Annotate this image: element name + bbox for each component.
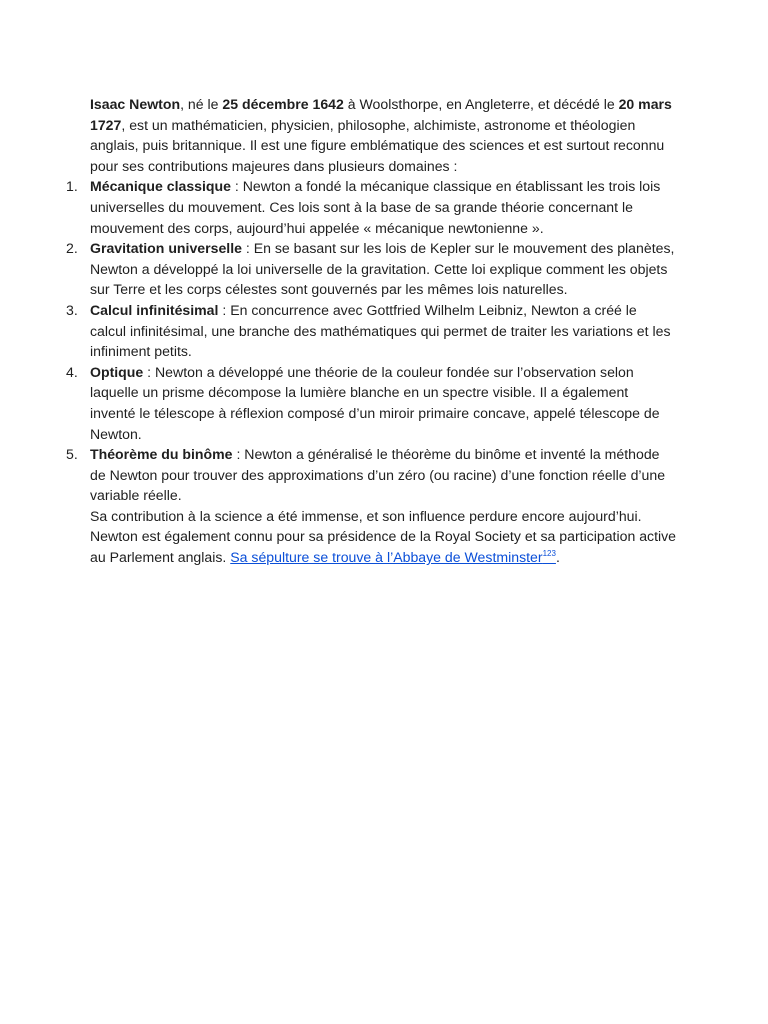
footnote-refs: 123 [542, 549, 556, 559]
item-title: Optique [90, 363, 144, 380]
westminster-link[interactable] [230, 549, 556, 565]
intro-text-2: à Woolsthorpe, en Angleterre, et décédé le [343, 96, 619, 112]
list-item [66, 362, 676, 444]
item-text: : En concurrence avec Gottfried Wilhelm Leibniz, Newton a créé le calcul infinitésimal, une branche des mathématiques qui permet de traiter les variations et les infiniment petits. [90, 301, 671, 360]
name-bold: Isaac Newton [90, 96, 181, 112]
list-item [66, 444, 676, 506]
list-number: 2. [66, 240, 78, 257]
item-title: Gravitation universelle [90, 240, 242, 257]
birth-date-bold: 25 décembre 1642 [222, 96, 344, 112]
death-date-bold: 20 mars 1727 [90, 96, 672, 133]
list-number: 3. [66, 301, 78, 318]
list-item [66, 238, 676, 300]
list-number: 4. [66, 363, 78, 380]
closing-text: Sa contribution à la science a été immense, et son influence perdure encore aujourd’hui. Newton est également connu pour sa présidence de la Royal Society et sa participation active au Parlement anglais. [90, 507, 677, 566]
list-number: 5. [66, 446, 78, 463]
list-item [66, 176, 676, 238]
closing-period: . [555, 549, 560, 566]
contributions-list [66, 176, 676, 506]
intro-text-3: , est un mathématicien, physicien, philosophe, alchimiste, astronome et théologien anglais, puis britannique. Il est une figure emblématique des sciences et est surtout reconnu pour ses contributions majeures dans plusieurs domaines : [90, 116, 665, 174]
item-title: Mécanique classique [90, 178, 231, 195]
document-page [66, 94, 677, 568]
list-number: 1. [66, 178, 78, 195]
closing-paragraph [90, 506, 676, 568]
link-text: Sa sépulture se trouve à l’Abbaye de Westminster [230, 549, 543, 566]
item-title: Théorème du binôme [90, 446, 233, 463]
intro-paragraph [90, 94, 676, 176]
intro-text-1: , né le [180, 96, 223, 112]
item-text: : En se basant sur les lois de Kepler sur le mouvement des planètes, Newton a développé la loi universelle de la gravitation. Cette loi explique comment les objets sur Terre et les corps célestes sont gouvernés par les mêmes lois naturelles. [90, 240, 675, 298]
item-text: : Newton a développé une théorie de la couleur fondée sur l’observation selon laquelle un prisme décompose la lumière blanche en un spectre visible. Il a également inventé le télescope à réflexion composé d’un miroir primaire concave, appelé télescope de Newton. [90, 363, 660, 442]
list-item [66, 300, 676, 362]
item-text: : Newton a fondé la mécanique classique en établissant les trois lois universelles du mouvement. Ces lois sont à la base de sa grande théorie concernant le mouvement des corps, aujourd’hui appelée « mécanique newtonienne ». [90, 178, 661, 236]
item-title: Calcul infinitésimal [90, 301, 219, 318]
item-text: : Newton a généralisé le théorème du binôme et inventé la méthode de Newton pour trouver des approximations d’un zéro (ou racine) d’une fonction réelle d’une variable réelle. [90, 446, 666, 504]
